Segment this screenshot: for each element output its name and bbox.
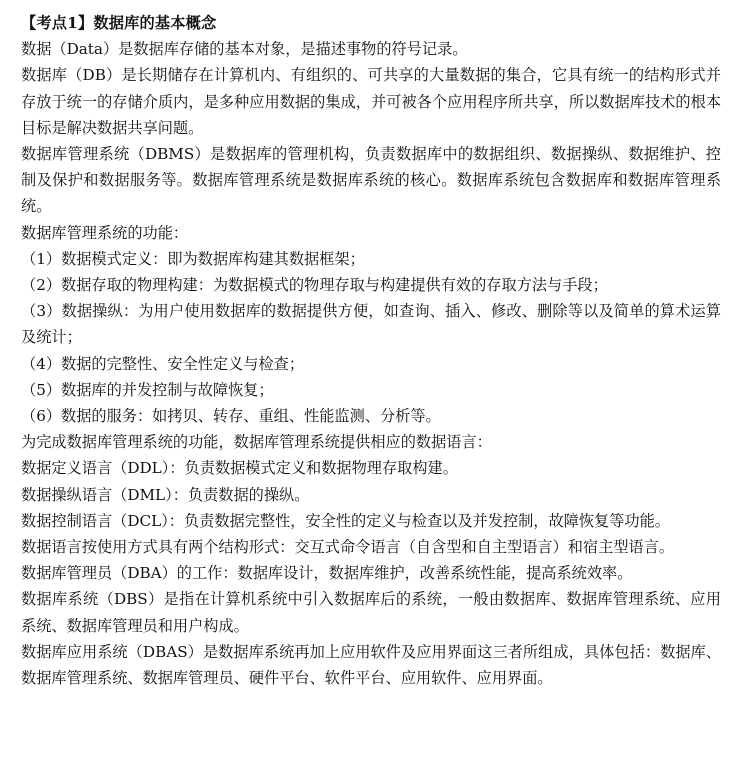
paragraph-data-definition: 数据（Data）是数据库存储的基本对象，是描述事物的符号记录。	[21, 40, 468, 59]
paragraph-dba: 数据库管理员（DBA）的工作：数据库设计，数据库维护，改善系统性能，提高系统效率。	[21, 564, 633, 583]
section-heading: 【考点1】数据库的基本概念	[21, 14, 217, 32]
list-item-function-3: （3）数据操纵：为用户使用数据库的数据提供方便，如查询、插入、修改、删除等以及简单的算术运算及统计；	[21, 302, 721, 347]
paragraph-dbas: 数据库应用系统（DBAS）是数据库系统再加上应用软件及应用界面这三者所组成，具体包括：数据库、数据库管理系统、数据库管理员、硬件平台、软件平台、应用软件、应用界面。	[21, 642, 721, 688]
paragraph-language-forms: 数据语言按使用方式具有两个结构形式：交互式命令语言（自含型和自主型语言）和宿主型语言。	[21, 538, 675, 557]
paragraph-dml: 数据操纵语言（DML）：负责数据的操纵。	[21, 485, 310, 504]
list-item-function-1: （1）数据模式定义：即为数据库构建其数据框架；	[21, 249, 365, 268]
paragraph-dbs: 数据库系统（DBS）是指在计算机系统中引入数据库后的系统，一般由数据库、数据库管理系统、应用系统、数据库管理员和用户构成。	[21, 590, 721, 635]
list-item-function-6: （6）数据的服务：如拷贝、转存、重组、性能监测、分析等。	[21, 407, 441, 426]
paragraph-dbms-definition: 数据库管理系统（DBMS）是数据库的管理机构，负责数据库中的数据组织、数据操纵、数据维护、控制及保护和数据服务等。数据库管理系统是数据库系统的核心。数据库系统包含数据库和数据库管理系统。	[21, 145, 721, 216]
list-item-function-4: （4）数据的完整性、安全性定义与检查；	[21, 354, 305, 373]
paragraph-ddl: 数据定义语言（DDL）：负责数据模式定义和数据物理存取构建。	[21, 459, 458, 478]
paragraph-data-languages-intro: 为完成数据库管理系统的功能，数据库管理系统提供相应的数据语言：	[21, 433, 492, 452]
list-item-function-2: （2）数据存取的物理构建：为数据模式的物理存取与构建提供有效的存取方法与手段；	[21, 276, 608, 295]
paragraph-dbms-functions-intro: 数据库管理系统的功能：	[21, 223, 189, 242]
paragraph-database-definition: 数据库（DB）是长期储存在计算机内、有组织的、可共享的大量数据的集合，它具有统一的结构形式并存放于统一的存储介质内，是多种应用数据的集成，并可被各个应用程序所共享，所以数据库技术的根本目标是解决数据共享问题。	[21, 66, 721, 137]
document-page	[21, 10, 721, 691]
paragraph-dcl: 数据控制语言（DCL）：负责数据完整性，安全性的定义与检查以及并发控制，故障恢复等功能。	[21, 511, 670, 530]
list-item-function-5: （5）数据库的并发控制与故障恢复；	[21, 380, 274, 399]
